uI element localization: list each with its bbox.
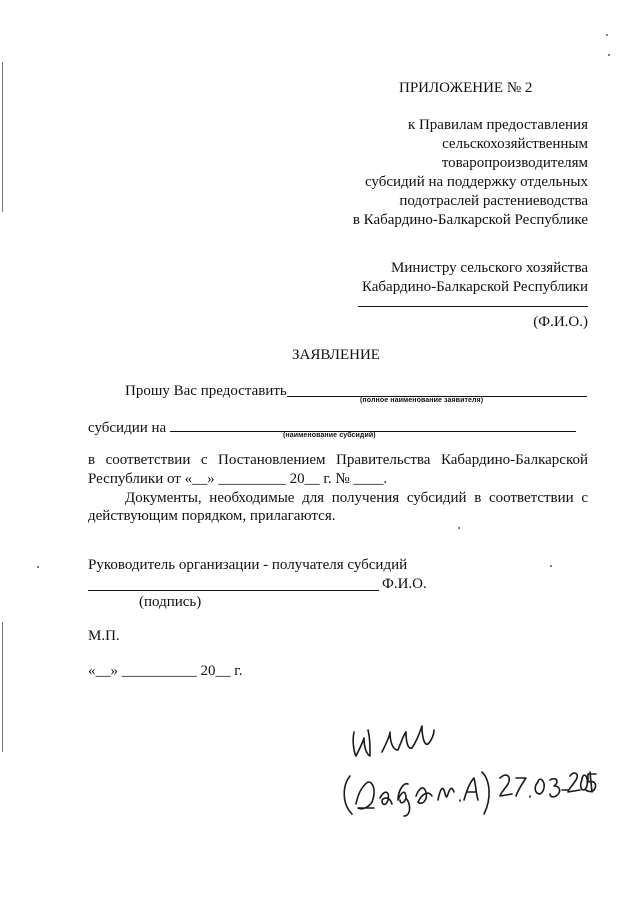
signature-line xyxy=(88,590,379,591)
addressee-fio-line xyxy=(358,306,588,307)
reference-line: товаропроизводителям xyxy=(441,155,588,171)
decree-line: в соответствии с Постановлением Правительства Кабардино-Балкарской xyxy=(88,452,588,468)
reference-line: к Правилам предоставления xyxy=(407,117,588,133)
reference-line: сельскохозяйственным xyxy=(442,136,588,152)
addressee-fio-caption: (Ф.И.О.) xyxy=(533,314,588,330)
applicant-name-caption: (полное наименование заявителя) xyxy=(360,397,484,404)
subsidy-name-caption: (наименование субсидий) xyxy=(283,432,376,439)
scan-speck xyxy=(606,34,608,36)
addressee-block xyxy=(362,259,588,297)
addressee-line: Министру сельского хозяйства xyxy=(391,260,588,276)
scan-speck xyxy=(458,527,460,529)
appendix-title: ПРИЛОЖЕНИЕ № 2 xyxy=(399,80,533,96)
document-title: ЗАЯВЛЕНИЕ xyxy=(292,347,380,363)
scan-speck xyxy=(608,54,610,56)
documents-line: действующим порядком, прилагаются. xyxy=(88,508,336,524)
appendix-reference xyxy=(353,116,588,230)
documents-line: Документы, необходимые для получения субсидий в соответствии с xyxy=(125,490,588,506)
reference-line: субсидий на поддержку отдельных xyxy=(364,174,588,190)
reference-line: подотраслей растениеводства xyxy=(399,193,588,209)
subsidy-label: субсидии на xyxy=(88,420,167,436)
addressee-line: Кабардино-Балкарской Республики xyxy=(361,279,588,295)
stamp-placeholder: М.П. xyxy=(88,628,120,644)
handwritten-signature xyxy=(330,720,600,830)
scan-edge-line-top xyxy=(2,62,3,212)
reference-line: в Кабардино-Балкарской Республике xyxy=(352,212,588,228)
signature-fio-label: Ф.И.О. xyxy=(382,576,427,592)
scan-speck xyxy=(37,566,39,568)
scan-speck xyxy=(550,565,552,567)
request-label: Прошу Вас предоставить xyxy=(125,383,287,399)
date-line: «__» __________ 20__ г. xyxy=(88,663,243,679)
scan-edge-line-bottom xyxy=(2,622,3,752)
signature-caption: (подпись) xyxy=(139,594,202,610)
decree-line: Республики от «__» _________ 20__ г. № ____. xyxy=(88,471,388,487)
head-of-organization-label: Руководитель организации - получателя субсидий xyxy=(88,557,408,573)
